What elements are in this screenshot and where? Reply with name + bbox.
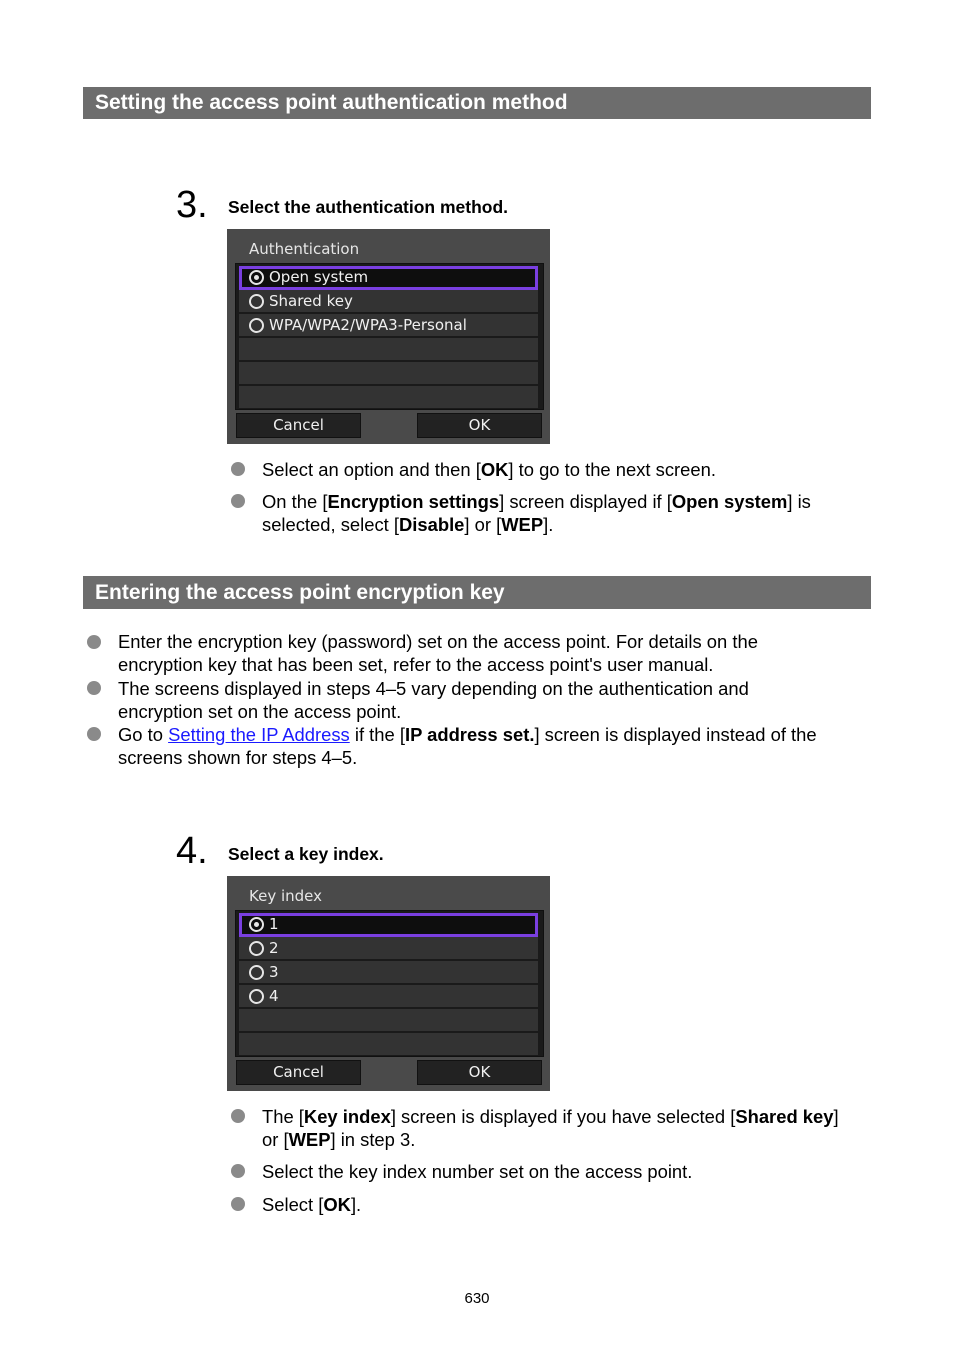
- option-list: [235, 263, 544, 410]
- radio-selected-icon: [249, 917, 264, 932]
- intro-bullet-3: Go to Setting the IP Address if the [IP address set.] screen is displayed instead of the screens shown for steps 4–5.: [118, 724, 817, 768]
- option-label: 1: [269, 915, 279, 933]
- option-wpa-personal[interactable]: [239, 314, 538, 336]
- cancel-button[interactable]: Cancel: [236, 1060, 361, 1085]
- step4-bullet-2: Select the key index number set on the access point.: [262, 1161, 693, 1182]
- intro-bullet-2: The screens displayed in steps 4–5 vary depending on the authentication and encryption set on the access point.: [118, 678, 749, 722]
- screen-title: Key index: [249, 887, 323, 905]
- bullet-dot: [231, 462, 245, 476]
- radio-selected-icon: [249, 270, 264, 285]
- empty-row: [239, 1033, 538, 1055]
- option-key-1[interactable]: [239, 913, 538, 937]
- intro-bullet-1: Enter the encryption key (password) set on the access point. For details on the encryption key that has been set, refer to the access point's user manual.: [118, 631, 758, 675]
- bullet-dot: [231, 1197, 245, 1211]
- empty-row: [239, 338, 538, 360]
- step-number-4: 4.: [176, 830, 208, 872]
- key-index-screen: [227, 876, 550, 1091]
- option-key-4[interactable]: [239, 985, 538, 1007]
- step-number-3: 3.: [176, 184, 208, 226]
- option-label: Shared key: [269, 292, 353, 310]
- ip-address-link[interactable]: Setting the IP Address: [168, 724, 350, 745]
- option-key-3[interactable]: [239, 961, 538, 983]
- step-instruction-3: Select the authentication method.: [228, 197, 509, 217]
- ok-button[interactable]: OK: [417, 413, 542, 438]
- option-open-system[interactable]: [239, 266, 538, 290]
- screen-title: Authentication: [249, 240, 360, 258]
- radio-icon: [249, 989, 264, 1004]
- empty-row: [239, 1009, 538, 1031]
- option-label: 2: [269, 939, 279, 957]
- bullet-dot: [87, 727, 101, 741]
- bullet-dot: [87, 681, 101, 695]
- radio-icon: [249, 318, 264, 333]
- bullet-dot: [231, 494, 245, 508]
- page-number: 630: [464, 1290, 490, 1307]
- step3-bullet-1: Select an option and then [OK] to go to the next screen.: [262, 459, 716, 480]
- option-shared-key[interactable]: [239, 290, 538, 312]
- section-title: Entering the access point encryption key: [95, 581, 505, 604]
- option-list: [235, 910, 544, 1057]
- radio-icon: [249, 965, 264, 980]
- radio-icon: [249, 294, 264, 309]
- section-header-authentication: [83, 87, 871, 119]
- ok-button[interactable]: OK: [417, 1060, 542, 1085]
- bullet-dot: [231, 1164, 245, 1178]
- section-header-encryption-key: [83, 576, 871, 609]
- section-title: Setting the access point authentication method: [95, 91, 568, 114]
- option-key-2[interactable]: [239, 937, 538, 959]
- bullet-dot: [87, 635, 101, 649]
- option-label: 4: [269, 987, 279, 1005]
- radio-icon: [249, 941, 264, 956]
- option-label: WPA/WPA2/WPA3-Personal: [269, 316, 467, 334]
- bullet-dot: [231, 1109, 245, 1123]
- step4-bullet-3: Select [OK].: [262, 1194, 362, 1215]
- step3-bullet-2: On the [Encryption settings] screen displayed if [Open system] is selected, select [Disable] or [WEP].: [262, 491, 811, 535]
- step-instruction-4: Select a key index.: [228, 844, 384, 864]
- empty-row: [239, 386, 538, 408]
- step4-bullet-1: The [Key index] screen is displayed if you have selected [Shared key] or [WEP] in step 3.: [262, 1106, 839, 1150]
- authentication-screen: [227, 229, 550, 444]
- empty-row: [239, 362, 538, 384]
- option-label: Open system: [269, 268, 369, 286]
- option-label: 3: [269, 963, 279, 981]
- cancel-button[interactable]: Cancel: [236, 413, 361, 438]
